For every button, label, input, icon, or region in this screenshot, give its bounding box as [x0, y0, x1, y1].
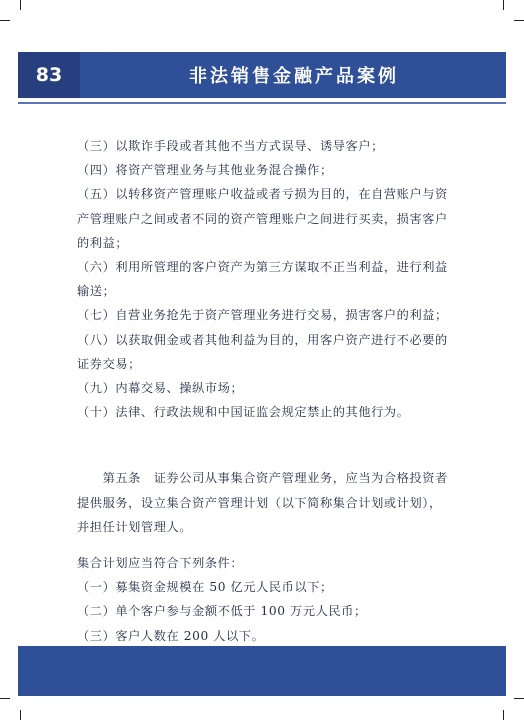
paragraph-gap — [77, 539, 453, 551]
list-item: （九）内幕交易、操纵市场； — [77, 381, 244, 396]
list-item: （五）以转移资产管理账户收益或者亏损为目的，在自营账户与资产管理账户之间或者不同的资产管理账户之间进行买卖，损害客户的利益； — [77, 187, 448, 250]
crop-mark — [514, 20, 524, 21]
crop-mark — [20, 0, 21, 10]
header-divider — [18, 102, 506, 104]
footer-band — [18, 646, 506, 696]
article-paragraph: 第五条 证券公司从事集合资产管理业务，应当为合格投资者提供服务，设立集合资产管理计划（以下简称集合计划或计划），并担任计划管理人。 — [77, 471, 448, 534]
conditions-intro: 集合计划应当符合下列条件： — [77, 556, 244, 571]
list-item: （十）法律、行政法规和中国证监会规定禁止的其他行为。 — [77, 405, 410, 420]
condition-item: （三）客户人数在 200 人以下。 — [77, 628, 265, 643]
crop-mark — [514, 698, 524, 699]
body-text — [77, 134, 453, 648]
page-title: 非法销售金融产品案例 — [189, 66, 399, 87]
paragraph-gap — [77, 424, 453, 466]
crop-mark — [503, 710, 504, 720]
list-item: （八）以获取佣金或者其他利益为目的，用客户资产进行不必要的证券交易； — [77, 332, 448, 371]
crop-mark — [503, 0, 504, 10]
list-item: （四）将资产管理业务与其他业务混合操作； — [77, 163, 333, 178]
page-number: 83 — [18, 52, 80, 98]
condition-item: （二）单个客户参与金额不低于 100 万元人民币； — [77, 604, 367, 619]
crop-mark — [20, 710, 21, 720]
crop-mark — [0, 20, 10, 21]
list-item: （七）自营业务抢先于资产管理业务进行交易，损害客户的利益； — [77, 308, 448, 323]
crop-mark — [0, 698, 10, 699]
list-item: （六）利用所管理的客户资产为第三方谋取不正当利益，进行利益输送； — [77, 260, 448, 299]
list-item: （三）以欺诈手段或者其他不当方式误导、诱导客户； — [77, 139, 384, 153]
condition-item: （一）募集资金规模在 50 亿元人民币以下； — [77, 580, 333, 595]
